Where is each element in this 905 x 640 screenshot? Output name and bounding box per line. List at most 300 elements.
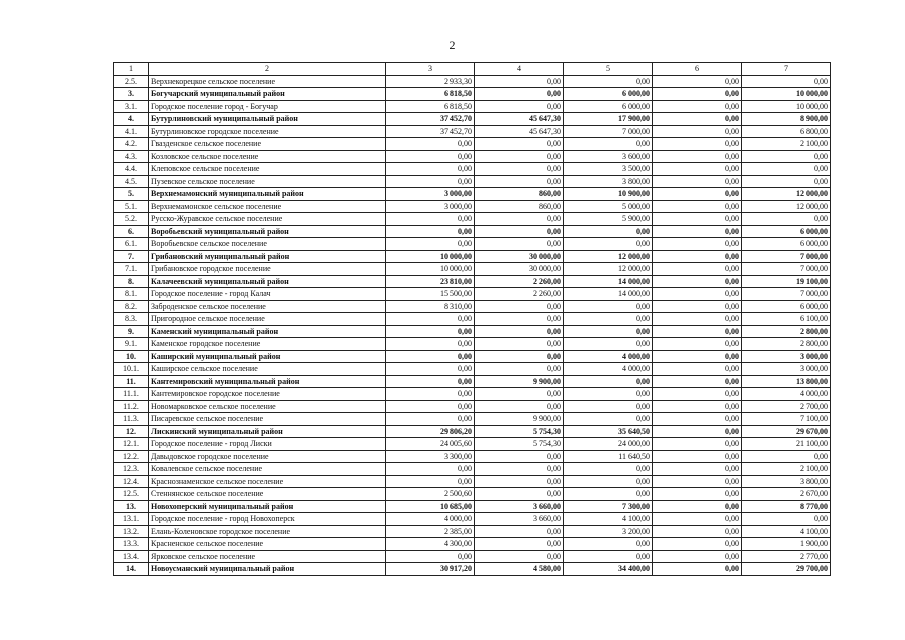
table-cell-c6: 0,00 <box>653 88 742 101</box>
table-cell-name: Городское поселение город - Богучар <box>149 100 386 113</box>
table-cell-c6: 0,00 <box>653 250 742 263</box>
table-cell-c4: 0,00 <box>475 488 564 501</box>
table-cell-c5: 6 000,00 <box>564 88 653 101</box>
table-cell-c3: 0,00 <box>386 150 475 163</box>
table-cell-name: Грибановское городское поселение <box>149 263 386 276</box>
table-cell-c3: 8 310,00 <box>386 300 475 313</box>
table-row-settlement <box>114 413 831 426</box>
table-row-settlement <box>114 288 831 301</box>
table-cell-num: 13.2. <box>114 525 149 538</box>
table-cell-num: 6.1. <box>114 238 149 251</box>
table-cell-c7: 0,00 <box>742 75 831 88</box>
table-cell-c5: 7 000,00 <box>564 125 653 138</box>
table-cell-c4: 30 000,00 <box>475 263 564 276</box>
table-row-settlement <box>114 513 831 526</box>
table-cell-c3: 0,00 <box>386 175 475 188</box>
table-cell-c4: 0,00 <box>475 463 564 476</box>
table-cell-c3: 0,00 <box>386 338 475 351</box>
table-cell-c7: 10 000,00 <box>742 100 831 113</box>
table-cell-num: 14. <box>114 563 149 576</box>
table-cell-c4: 0,00 <box>475 550 564 563</box>
table-cell-c5: 0,00 <box>564 413 653 426</box>
table-cell-c5: 0,00 <box>564 300 653 313</box>
table-cell-c6: 0,00 <box>653 513 742 526</box>
column-header: 4 <box>475 63 564 76</box>
table-cell-num: 13.3. <box>114 538 149 551</box>
table-cell-name: Гвазденское сельское поселение <box>149 138 386 151</box>
table-cell-c4: 4 580,00 <box>475 563 564 576</box>
table-cell-c5: 34 400,00 <box>564 563 653 576</box>
table-cell-c6: 0,00 <box>653 550 742 563</box>
table-cell-c3: 3 000,00 <box>386 200 475 213</box>
table-cell-num: 8.3. <box>114 313 149 326</box>
table-row-settlement <box>114 175 831 188</box>
table-cell-name: Новомарковское сельское поселение <box>149 400 386 413</box>
table-cell-num: 5. <box>114 188 149 201</box>
table-cell-c3: 4 000,00 <box>386 513 475 526</box>
table-cell-c3: 0,00 <box>386 363 475 376</box>
budget-table <box>113 62 831 576</box>
table-cell-c7: 7 000,00 <box>742 263 831 276</box>
table-cell-num: 4. <box>114 113 149 126</box>
table-cell-c5: 5 900,00 <box>564 213 653 226</box>
table-cell-c4: 5 754,30 <box>475 438 564 451</box>
table-cell-name: Верхнекорецкое сельское поселение <box>149 75 386 88</box>
table-cell-c4: 0,00 <box>475 150 564 163</box>
table-cell-c4: 0,00 <box>475 538 564 551</box>
table-cell-c3: 10 000,00 <box>386 263 475 276</box>
table-cell-c5: 14 000,00 <box>564 288 653 301</box>
table-cell-num: 2.5. <box>114 75 149 88</box>
table-cell-c6: 0,00 <box>653 538 742 551</box>
table-row-settlement <box>114 463 831 476</box>
table-cell-c6: 0,00 <box>653 388 742 401</box>
table-row-district <box>114 250 831 263</box>
table-cell-c4: 0,00 <box>475 525 564 538</box>
table-cell-c6: 0,00 <box>653 350 742 363</box>
table-cell-c6: 0,00 <box>653 225 742 238</box>
table-cell-num: 12.1. <box>114 438 149 451</box>
table-cell-c7: 29 670,00 <box>742 425 831 438</box>
table-cell-c7: 0,00 <box>742 150 831 163</box>
table-cell-num: 4.5. <box>114 175 149 188</box>
table-cell-num: 13. <box>114 500 149 513</box>
table-cell-c5: 35 640,50 <box>564 425 653 438</box>
table-cell-name: Стеннянское сельское поселение <box>149 488 386 501</box>
table-cell-c7: 12 000,00 <box>742 188 831 201</box>
table-cell-num: 11. <box>114 375 149 388</box>
table-row-district <box>114 375 831 388</box>
table-cell-c3: 0,00 <box>386 550 475 563</box>
table-cell-c7: 2 100,00 <box>742 138 831 151</box>
table-cell-c3: 0,00 <box>386 413 475 426</box>
table-cell-c6: 0,00 <box>653 325 742 338</box>
table-cell-num: 4.3. <box>114 150 149 163</box>
table-cell-num: 8.1. <box>114 288 149 301</box>
table-cell-c7: 10 000,00 <box>742 88 831 101</box>
table-cell-c4: 45 647,30 <box>475 125 564 138</box>
table-cell-name: Верхнемамонское сельское поселение <box>149 200 386 213</box>
table-cell-c6: 0,00 <box>653 100 742 113</box>
table-cell-name: Ковалевское сельское поселение <box>149 463 386 476</box>
page-number: 2 <box>449 38 456 52</box>
table-cell-name: Пригородное сельское поселение <box>149 313 386 326</box>
table-cell-c4: 0,00 <box>475 300 564 313</box>
table-cell-name: Козловское сельское поселение <box>149 150 386 163</box>
table-row-district <box>114 225 831 238</box>
table-cell-c4: 0,00 <box>475 388 564 401</box>
table-cell-c7: 29 700,00 <box>742 563 831 576</box>
table-cell-c5: 4 000,00 <box>564 350 653 363</box>
table-cell-c5: 3 600,00 <box>564 150 653 163</box>
table-cell-num: 11.1. <box>114 388 149 401</box>
table-cell-c3: 0,00 <box>386 138 475 151</box>
table-cell-c4: 0,00 <box>475 350 564 363</box>
table-cell-name: Писаревское сельское поселение <box>149 413 386 426</box>
table-cell-num: 12.4. <box>114 475 149 488</box>
table-cell-c5: 0,00 <box>564 138 653 151</box>
table-cell-c5: 3 800,00 <box>564 175 653 188</box>
table-cell-c4: 30 000,00 <box>475 250 564 263</box>
table-row-settlement <box>114 200 831 213</box>
table-row-district <box>114 425 831 438</box>
table-cell-c4: 0,00 <box>475 138 564 151</box>
table-cell-c6: 0,00 <box>653 338 742 351</box>
table-cell-c4: 0,00 <box>475 313 564 326</box>
table-cell-c7: 0,00 <box>742 513 831 526</box>
table-cell-c6: 0,00 <box>653 425 742 438</box>
table-row-settlement <box>114 125 831 138</box>
table-cell-c7: 8 770,00 <box>742 500 831 513</box>
table-cell-c3: 15 500,00 <box>386 288 475 301</box>
table-row-district <box>114 113 831 126</box>
table-cell-c3: 2 385,00 <box>386 525 475 538</box>
table-cell-c7: 2 670,00 <box>742 488 831 501</box>
table-cell-name: Богучарский муниципальный район <box>149 88 386 101</box>
table-cell-name: Пузевское сельское поселение <box>149 175 386 188</box>
table-cell-num: 7. <box>114 250 149 263</box>
table-cell-c5: 0,00 <box>564 400 653 413</box>
table-cell-c7: 0,00 <box>742 175 831 188</box>
table-cell-c4: 0,00 <box>475 475 564 488</box>
table-cell-c7: 21 100,00 <box>742 438 831 451</box>
table-cell-c4: 2 260,00 <box>475 288 564 301</box>
table-cell-c6: 0,00 <box>653 188 742 201</box>
table-row-settlement <box>114 450 831 463</box>
table-cell-c5: 17 900,00 <box>564 113 653 126</box>
table-cell-c5: 0,00 <box>564 225 653 238</box>
table-cell-c6: 0,00 <box>653 488 742 501</box>
table-row-settlement <box>114 138 831 151</box>
table-cell-c6: 0,00 <box>653 475 742 488</box>
table-cell-c7: 4 100,00 <box>742 525 831 538</box>
table-cell-c4: 0,00 <box>475 225 564 238</box>
table-cell-c3: 30 917,20 <box>386 563 475 576</box>
table-cell-c4: 3 660,00 <box>475 513 564 526</box>
table-cell-c7: 0,00 <box>742 213 831 226</box>
table-cell-c7: 2 700,00 <box>742 400 831 413</box>
table-cell-c4: 0,00 <box>475 163 564 176</box>
table-cell-c7: 2 770,00 <box>742 550 831 563</box>
table-cell-c3: 4 300,00 <box>386 538 475 551</box>
table-cell-c6: 0,00 <box>653 163 742 176</box>
table-cell-num: 9.1. <box>114 338 149 351</box>
table-cell-c4: 860,00 <box>475 200 564 213</box>
table-cell-c3: 0,00 <box>386 375 475 388</box>
table-cell-num: 12.5. <box>114 488 149 501</box>
table-cell-num: 4.4. <box>114 163 149 176</box>
table-cell-c3: 0,00 <box>386 325 475 338</box>
table-cell-c5: 0,00 <box>564 488 653 501</box>
table-cell-c7: 13 800,00 <box>742 375 831 388</box>
table-cell-c5: 0,00 <box>564 375 653 388</box>
column-header: 3 <box>386 63 475 76</box>
table-cell-c3: 37 452,70 <box>386 125 475 138</box>
table-cell-num: 11.3. <box>114 413 149 426</box>
table-cell-name: Русско-Журавское сельское поселение <box>149 213 386 226</box>
table-cell-c5: 4 100,00 <box>564 513 653 526</box>
table-cell-num: 7.1. <box>114 263 149 276</box>
table-cell-name: Новоусманский муниципальный район <box>149 563 386 576</box>
table-cell-num: 8. <box>114 275 149 288</box>
table-row-settlement <box>114 538 831 551</box>
table-cell-c7: 2 100,00 <box>742 463 831 476</box>
table-cell-num: 3. <box>114 88 149 101</box>
table-cell-name: Верхнемамонский муниципальный район <box>149 188 386 201</box>
table-cell-c7: 6 100,00 <box>742 313 831 326</box>
table-cell-c7: 0,00 <box>742 450 831 463</box>
table-cell-c7: 4 000,00 <box>742 388 831 401</box>
table-cell-c3: 23 810,00 <box>386 275 475 288</box>
table-cell-c5: 10 900,00 <box>564 188 653 201</box>
table-cell-c6: 0,00 <box>653 75 742 88</box>
table-cell-c6: 0,00 <box>653 125 742 138</box>
table-row-settlement <box>114 400 831 413</box>
table-cell-c3: 0,00 <box>386 388 475 401</box>
table-cell-name: Давыдовское городское поселение <box>149 450 386 463</box>
table-cell-name: Лискинский муниципальный район <box>149 425 386 438</box>
table-cell-name: Городское поселение - город Калач <box>149 288 386 301</box>
table-cell-c3: 3 000,00 <box>386 188 475 201</box>
table-cell-num: 10.1. <box>114 363 149 376</box>
table-cell-c5: 0,00 <box>564 338 653 351</box>
table-cell-c6: 0,00 <box>653 200 742 213</box>
table-cell-c6: 0,00 <box>653 113 742 126</box>
table-cell-c6: 0,00 <box>653 363 742 376</box>
table-cell-c7: 2 800,00 <box>742 325 831 338</box>
table-cell-c3: 6 818,50 <box>386 88 475 101</box>
column-header: 5 <box>564 63 653 76</box>
table-cell-name: Каширское сельское поселение <box>149 363 386 376</box>
table-cell-c3: 2 933,30 <box>386 75 475 88</box>
table-cell-c7: 3 000,00 <box>742 363 831 376</box>
table-cell-c4: 0,00 <box>475 325 564 338</box>
table-cell-num: 10. <box>114 350 149 363</box>
table-cell-c4: 9 900,00 <box>475 413 564 426</box>
table-cell-c3: 29 806,20 <box>386 425 475 438</box>
table-cell-c7: 6 000,00 <box>742 238 831 251</box>
table-cell-num: 8.2. <box>114 300 149 313</box>
table-row-district <box>114 188 831 201</box>
table-cell-num: 3.1. <box>114 100 149 113</box>
table-row-settlement <box>114 75 831 88</box>
table-cell-name: Каменское городское поселение <box>149 338 386 351</box>
table-cell-c7: 12 000,00 <box>742 200 831 213</box>
table-cell-name: Новохоперский муниципальный район <box>149 500 386 513</box>
column-header: 7 <box>742 63 831 76</box>
table-cell-c5: 0,00 <box>564 550 653 563</box>
table-cell-c6: 0,00 <box>653 300 742 313</box>
table-cell-c3: 10 000,00 <box>386 250 475 263</box>
table-row-settlement <box>114 238 831 251</box>
table-row-district <box>114 500 831 513</box>
table-cell-c6: 0,00 <box>653 525 742 538</box>
table-cell-c6: 0,00 <box>653 413 742 426</box>
table-cell-name: Воробьевское сельское поселение <box>149 238 386 251</box>
table-cell-c5: 3 500,00 <box>564 163 653 176</box>
table-cell-name: Кантемировский муниципальный район <box>149 375 386 388</box>
table-cell-num: 4.2. <box>114 138 149 151</box>
table-cell-num: 6. <box>114 225 149 238</box>
table-row-settlement <box>114 163 831 176</box>
table-cell-c5: 0,00 <box>564 238 653 251</box>
table-cell-c3: 24 005,60 <box>386 438 475 451</box>
table-cell-c4: 0,00 <box>475 363 564 376</box>
table-cell-name: Каширский муниципальный район <box>149 350 386 363</box>
table-cell-name: Кантемировское городское поселение <box>149 388 386 401</box>
table-cell-c7: 3 800,00 <box>742 475 831 488</box>
table-cell-name: Каменский муниципальный район <box>149 325 386 338</box>
table-row-district <box>114 563 831 576</box>
table-cell-c3: 10 685,00 <box>386 500 475 513</box>
table-cell-c6: 0,00 <box>653 275 742 288</box>
table-cell-c4: 0,00 <box>475 100 564 113</box>
table-row-settlement <box>114 263 831 276</box>
table-cell-c5: 7 300,00 <box>564 500 653 513</box>
column-header: 1 <box>114 63 149 76</box>
table-cell-c5: 12 000,00 <box>564 263 653 276</box>
table-cell-num: 13.1. <box>114 513 149 526</box>
table-cell-c4: 0,00 <box>475 338 564 351</box>
table-cell-c5: 0,00 <box>564 75 653 88</box>
table-cell-c5: 0,00 <box>564 325 653 338</box>
table-cell-c3: 0,00 <box>386 213 475 226</box>
table-cell-c4: 0,00 <box>475 75 564 88</box>
table-cell-c6: 0,00 <box>653 400 742 413</box>
table-cell-c3: 0,00 <box>386 350 475 363</box>
table-cell-c6: 0,00 <box>653 463 742 476</box>
table-cell-name: Заброденское сельское поселение <box>149 300 386 313</box>
column-header: 2 <box>149 63 386 76</box>
table-cell-c4: 9 900,00 <box>475 375 564 388</box>
table-cell-c6: 0,00 <box>653 500 742 513</box>
table-row-settlement <box>114 100 831 113</box>
table-row-district <box>114 275 831 288</box>
table-cell-c5: 0,00 <box>564 538 653 551</box>
table-cell-c7: 6 000,00 <box>742 300 831 313</box>
table-cell-c7: 6 000,00 <box>742 225 831 238</box>
table-cell-c3: 0,00 <box>386 400 475 413</box>
table-cell-c5: 3 200,00 <box>564 525 653 538</box>
table-cell-c6: 0,00 <box>653 375 742 388</box>
table-cell-num: 9. <box>114 325 149 338</box>
table-cell-name: Бутурлиновский муниципальный район <box>149 113 386 126</box>
table-row-district <box>114 325 831 338</box>
table-cell-name: Елань-Коленовское городское поселение <box>149 525 386 538</box>
table-cell-c3: 0,00 <box>386 238 475 251</box>
table-cell-c7: 3 000,00 <box>742 350 831 363</box>
table-cell-c6: 0,00 <box>653 213 742 226</box>
table-cell-num: 5.1. <box>114 200 149 213</box>
column-header: 6 <box>653 63 742 76</box>
table-cell-c7: 2 800,00 <box>742 338 831 351</box>
table-cell-c3: 37 452,70 <box>386 113 475 126</box>
table-row-settlement <box>114 388 831 401</box>
table-cell-c7: 7 100,00 <box>742 413 831 426</box>
table-cell-c7: 1 900,00 <box>742 538 831 551</box>
table-cell-c4: 0,00 <box>475 213 564 226</box>
table-cell-num: 12.3. <box>114 463 149 476</box>
table-cell-name: Городское поселение - город Новохоперск <box>149 513 386 526</box>
table-cell-c3: 0,00 <box>386 225 475 238</box>
table-cell-c6: 0,00 <box>653 438 742 451</box>
table-cell-c5: 0,00 <box>564 313 653 326</box>
table-cell-c5: 24 000,00 <box>564 438 653 451</box>
table-cell-c4: 0,00 <box>475 238 564 251</box>
table-row-settlement <box>114 550 831 563</box>
table-cell-c4: 0,00 <box>475 400 564 413</box>
table-cell-c7: 19 100,00 <box>742 275 831 288</box>
table-cell-c3: 2 500,60 <box>386 488 475 501</box>
table-cell-c7: 8 900,00 <box>742 113 831 126</box>
table-cell-c4: 2 260,00 <box>475 275 564 288</box>
table-cell-c3: 0,00 <box>386 475 475 488</box>
table-cell-c3: 3 300,00 <box>386 450 475 463</box>
table-cell-name: Воробьевский муниципальный район <box>149 225 386 238</box>
table-row-settlement <box>114 313 831 326</box>
table-row-settlement <box>114 300 831 313</box>
table-cell-c3: 0,00 <box>386 463 475 476</box>
table-cell-c5: 0,00 <box>564 463 653 476</box>
table-cell-c4: 45 647,30 <box>475 113 564 126</box>
table-cell-c6: 0,00 <box>653 263 742 276</box>
table-cell-c5: 4 000,00 <box>564 363 653 376</box>
table-cell-name: Клеповское сельское поселение <box>149 163 386 176</box>
table-row-settlement <box>114 150 831 163</box>
table-row-settlement <box>114 363 831 376</box>
table-cell-name: Калачеевский муниципальный район <box>149 275 386 288</box>
table-cell-num: 12.2. <box>114 450 149 463</box>
table-cell-c4: 0,00 <box>475 450 564 463</box>
table-cell-c6: 0,00 <box>653 238 742 251</box>
table-cell-c6: 0,00 <box>653 288 742 301</box>
table-cell-c5: 14 000,00 <box>564 275 653 288</box>
table-row-settlement <box>114 488 831 501</box>
table-cell-c6: 0,00 <box>653 450 742 463</box>
table-cell-c5: 12 000,00 <box>564 250 653 263</box>
table-row-district <box>114 88 831 101</box>
table-cell-c6: 0,00 <box>653 175 742 188</box>
table-cell-c7: 0,00 <box>742 163 831 176</box>
table-cell-num: 11.2. <box>114 400 149 413</box>
table-row-settlement <box>114 475 831 488</box>
table-cell-name: Ярковское сельское поселение <box>149 550 386 563</box>
table-cell-num: 13.4. <box>114 550 149 563</box>
table-row-settlement <box>114 338 831 351</box>
table-row-settlement <box>114 438 831 451</box>
table-cell-name: Городское поселение - город Лиски <box>149 438 386 451</box>
table-cell-c3: 0,00 <box>386 163 475 176</box>
